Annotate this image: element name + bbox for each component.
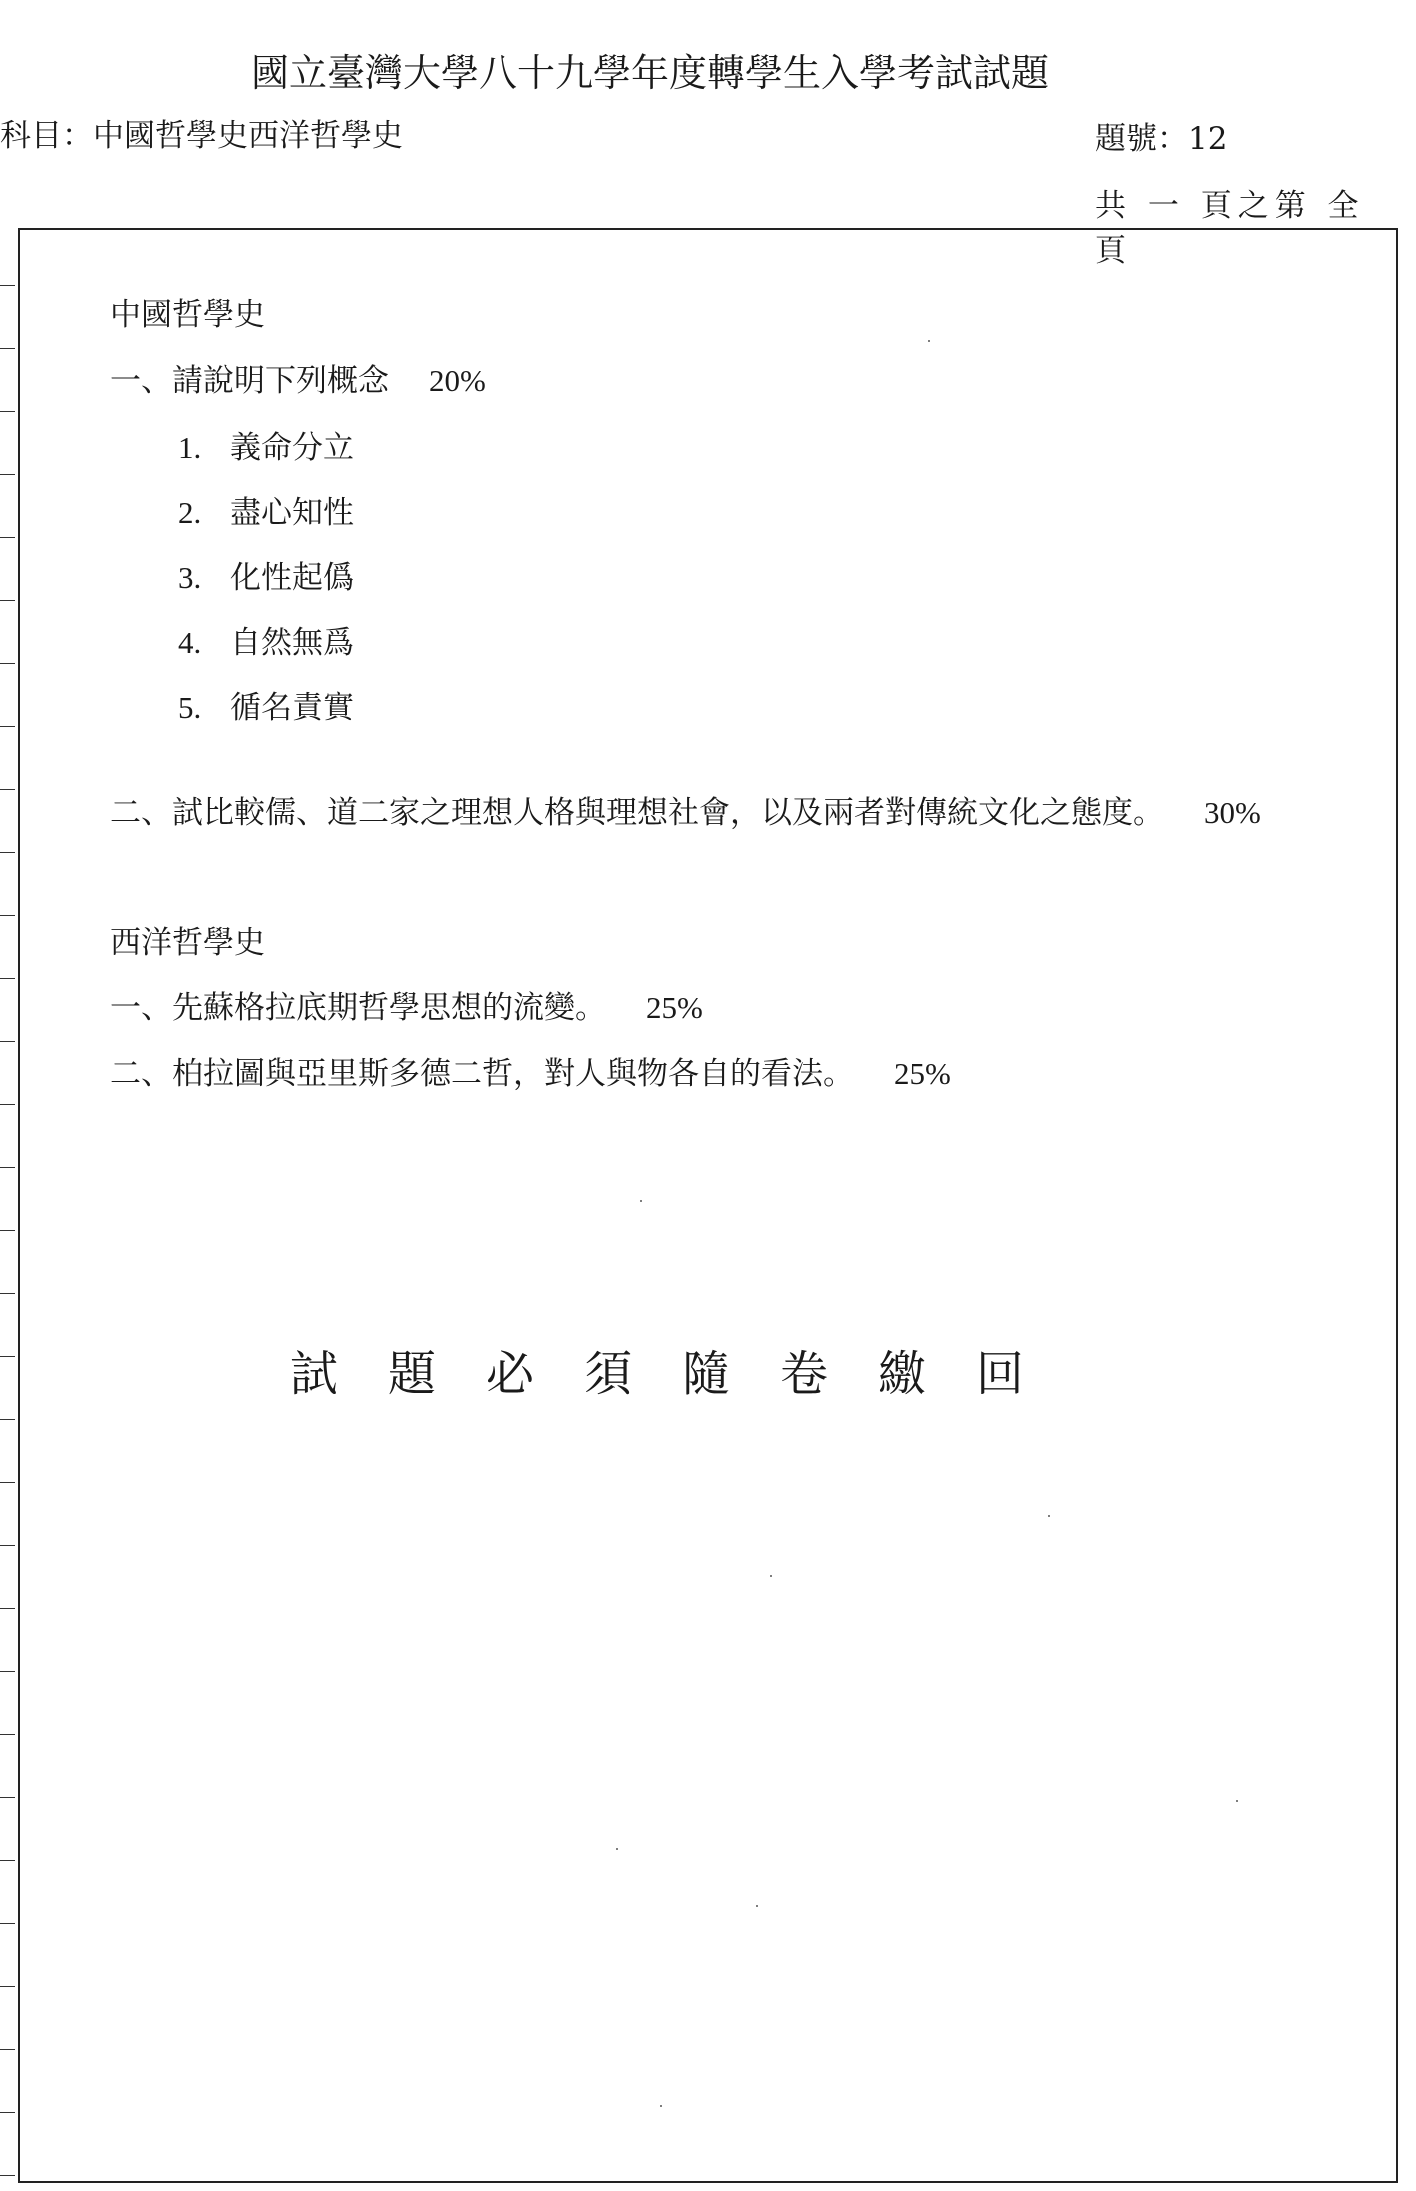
margin-tick bbox=[0, 1671, 15, 1672]
margin-tick bbox=[0, 600, 15, 601]
item-number: 2. bbox=[178, 495, 202, 530]
margin-tick bbox=[0, 348, 15, 349]
margin-tick bbox=[0, 1293, 15, 1294]
scan-speck bbox=[660, 2105, 662, 2107]
question-score: 20% bbox=[429, 363, 486, 398]
question-number: 題號：12 bbox=[1095, 121, 1228, 157]
item-text: 循名責實 bbox=[230, 690, 354, 726]
margin-tick bbox=[0, 789, 15, 790]
item-text: 自然無爲 bbox=[230, 625, 354, 661]
question-chinese-1 bbox=[110, 365, 486, 397]
margin-tick bbox=[0, 2112, 15, 2113]
section-heading-chinese: 中國哲學史 bbox=[110, 297, 265, 333]
scan-speck bbox=[756, 1905, 758, 1907]
margin-tick bbox=[0, 474, 15, 475]
margin-tick bbox=[0, 411, 15, 412]
margin-tick bbox=[0, 1482, 15, 1483]
margin-tick bbox=[0, 726, 15, 727]
scan-speck bbox=[616, 1848, 618, 1850]
question-text: 二、柏拉圖與亞里斯多德二哲，對人與物各自的看法。 bbox=[110, 1056, 854, 1092]
question-score: 30% bbox=[1204, 795, 1261, 830]
question-text: 一、請說明下列概念 bbox=[110, 363, 389, 399]
item-number: 3. bbox=[178, 560, 202, 595]
page-count: 共 一 頁之第 全 頁 bbox=[1095, 188, 1365, 269]
margin-tick bbox=[0, 663, 15, 664]
item-number: 1. bbox=[178, 430, 202, 465]
question-score: 25% bbox=[894, 1056, 951, 1091]
question-text: 一、先蘇格拉底期哲學思想的流變。 bbox=[110, 990, 606, 1026]
question-chinese-2 bbox=[110, 797, 1261, 829]
list-item bbox=[178, 497, 354, 529]
subject-label: 科目：中國哲學史西洋哲學史 bbox=[0, 118, 403, 154]
margin-tick bbox=[0, 2049, 15, 2050]
return-notice: 試題必須隨卷繳回 bbox=[290, 1346, 1075, 1402]
margin-tick bbox=[0, 978, 15, 979]
margin-tick bbox=[0, 1419, 15, 1420]
question-western-1 bbox=[110, 992, 703, 1024]
list-item bbox=[178, 432, 354, 464]
item-text: 盡心知性 bbox=[230, 495, 354, 531]
margin-tick bbox=[0, 1797, 15, 1798]
section-heading-western: 西洋哲學史 bbox=[110, 925, 265, 961]
margin-tick bbox=[0, 1356, 15, 1357]
margin-tick bbox=[0, 1923, 15, 1924]
margin-tick bbox=[0, 537, 15, 538]
scan-speck bbox=[1236, 1800, 1238, 1802]
margin-tick bbox=[0, 1041, 15, 1042]
scan-speck bbox=[640, 1200, 642, 1202]
item-text: 義命分立 bbox=[230, 430, 354, 466]
exam-title: 國立臺灣大學八十九學年度轉學生入學考試試題 bbox=[250, 51, 1049, 95]
list-item bbox=[178, 692, 354, 724]
question-text: 二、試比較儒、道二家之理想人格與理想社會，以及兩者對傳統文化之態度。 bbox=[110, 795, 1164, 831]
scan-speck bbox=[1048, 1515, 1050, 1517]
list-item bbox=[178, 627, 354, 659]
item-number: 4. bbox=[178, 625, 202, 660]
margin-tick bbox=[0, 1104, 15, 1105]
list-item bbox=[178, 562, 354, 594]
margin-tick bbox=[0, 1230, 15, 1231]
margin-tick bbox=[0, 915, 15, 916]
item-text: 化性起僞 bbox=[230, 560, 354, 596]
margin-tick bbox=[0, 285, 15, 286]
question-western-2 bbox=[110, 1058, 951, 1090]
question-score: 25% bbox=[646, 990, 703, 1025]
margin-tick bbox=[0, 1986, 15, 1987]
margin-tick bbox=[0, 1608, 15, 1609]
margin-tick bbox=[0, 1545, 15, 1546]
scan-speck bbox=[928, 340, 930, 342]
margin-tick bbox=[0, 1167, 15, 1168]
margin-tick bbox=[0, 1734, 15, 1735]
item-number: 5. bbox=[178, 690, 202, 725]
margin-tick bbox=[0, 1860, 15, 1861]
scan-speck bbox=[770, 1575, 772, 1577]
margin-tick bbox=[0, 2175, 15, 2176]
margin-tick bbox=[0, 852, 15, 853]
